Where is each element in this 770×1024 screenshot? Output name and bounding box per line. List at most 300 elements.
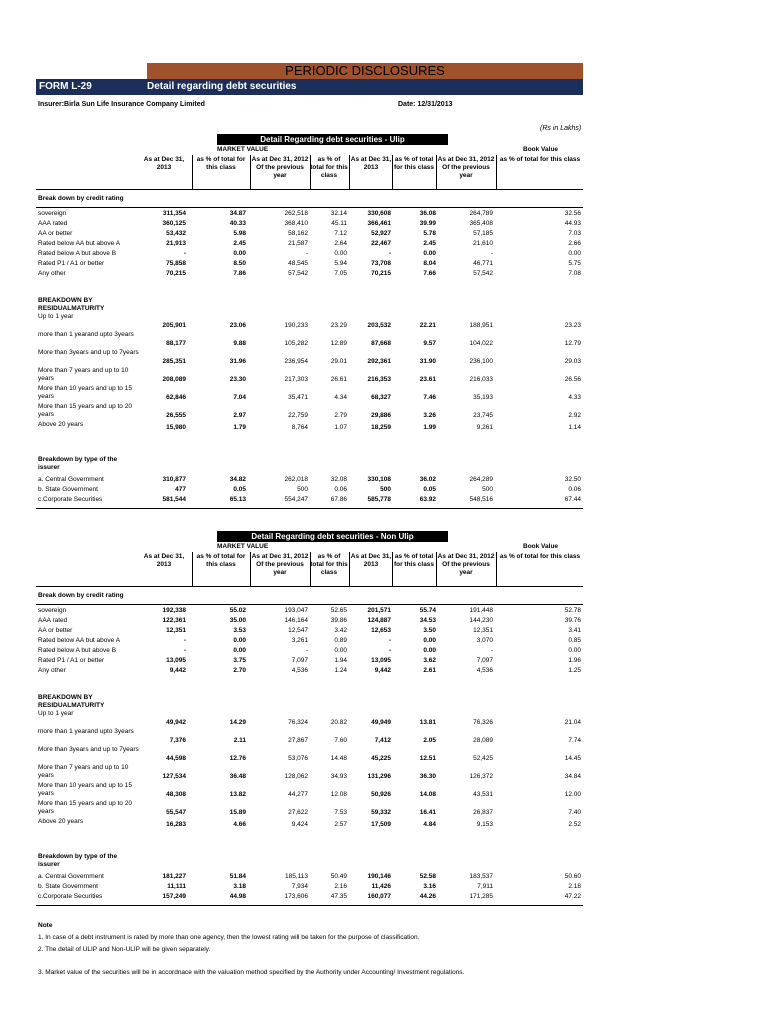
table-cell: 4,536 bbox=[476, 667, 493, 674]
table-cell: 216,353 bbox=[367, 376, 391, 383]
table-cell: 2.18 bbox=[568, 883, 581, 890]
table-cell: 477 bbox=[175, 486, 186, 493]
table-cell: 32.56 bbox=[564, 210, 581, 217]
table-cell: 39.99 bbox=[419, 220, 436, 227]
section-title: Detail Regarding debt securities - Non Ulip bbox=[217, 531, 448, 542]
table-cell: 1.24 bbox=[334, 667, 347, 674]
table-cell: 292,361 bbox=[367, 358, 391, 365]
table-cell: 29.01 bbox=[330, 358, 347, 365]
table-cell: 13,095 bbox=[166, 657, 186, 664]
table-cell: 7.03 bbox=[568, 230, 581, 237]
row-label: more than 1 yearand upto 3years bbox=[38, 331, 134, 338]
table-cell: 7.46 bbox=[423, 394, 436, 401]
table-cell: 67.44 bbox=[564, 496, 581, 503]
table-cell: 5.94 bbox=[334, 260, 347, 267]
table-cell: 22,467 bbox=[371, 240, 391, 247]
row-label: More than 10 years and up to 15 years bbox=[38, 782, 132, 797]
table-cell: 23.23 bbox=[564, 322, 581, 329]
group-heading: BREAKDOWN BY RESIDUALMATURITY bbox=[38, 297, 105, 312]
table-cell: 14.29 bbox=[229, 719, 246, 726]
section-title: Detail Regarding debt securities - Ulip bbox=[217, 134, 448, 145]
table-cell: 35.00 bbox=[229, 617, 246, 624]
table-cell: 368,410 bbox=[284, 220, 308, 227]
note-3: 3. Market value of the securities will be in accordnace with the valuation method specified by the Authority under Accounting/ Investment regulations. bbox=[38, 969, 465, 976]
table-cell: 49,942 bbox=[166, 719, 186, 726]
table-cell: 48,308 bbox=[166, 791, 186, 798]
table-cell: 27,622 bbox=[288, 809, 308, 816]
table-cell: 4.33 bbox=[568, 394, 581, 401]
table-cell: 585,778 bbox=[367, 496, 391, 503]
table-cell: 43,531 bbox=[473, 791, 493, 798]
table-cell: 29,886 bbox=[371, 412, 391, 419]
row-label: Any other bbox=[38, 667, 66, 674]
table-cell: 7,412 bbox=[374, 737, 391, 744]
table-cell: 191,448 bbox=[469, 607, 493, 614]
table-cell: 9,442 bbox=[169, 667, 186, 674]
table-cell: 7,376 bbox=[169, 737, 186, 744]
row-label: More than 3years and up to 7years bbox=[38, 746, 139, 753]
table-cell: 48,545 bbox=[288, 260, 308, 267]
table-cell: 203,532 bbox=[367, 322, 391, 329]
column-divider bbox=[192, 155, 193, 189]
column-header: As at Dec 31, 2013 bbox=[350, 156, 392, 171]
table-cell: 57,542 bbox=[473, 270, 493, 277]
table-cell: - bbox=[183, 647, 186, 654]
table-cell: 44.98 bbox=[229, 893, 246, 900]
table-cell: 7.08 bbox=[568, 270, 581, 277]
table-cell: 2.11 bbox=[233, 737, 246, 744]
row-label: More than 7 years and up to 10 years bbox=[38, 367, 129, 382]
table-cell: 58,162 bbox=[288, 230, 308, 237]
table-cell: 1.96 bbox=[568, 657, 581, 664]
insurer-name: Insurer:Birla Sun Life Insurance Company Limited bbox=[38, 101, 205, 108]
row-label: b. State Government bbox=[38, 486, 98, 493]
table-cell: 9,261 bbox=[476, 424, 493, 431]
table-cell: 39.76 bbox=[564, 617, 581, 624]
table-cell: 171,285 bbox=[469, 893, 493, 900]
table-cell: 23.61 bbox=[419, 376, 436, 383]
table-cell: 1.07 bbox=[334, 424, 347, 431]
row-label: AA or better bbox=[38, 230, 73, 237]
row-label: AAA rated bbox=[38, 220, 68, 227]
table-cell: 2.45 bbox=[233, 240, 246, 247]
table-border bbox=[36, 905, 583, 906]
table-cell: 15.89 bbox=[229, 809, 246, 816]
table-cell: 7,097 bbox=[476, 657, 493, 664]
table-cell: 3.62 bbox=[423, 657, 436, 664]
table-cell: 2.97 bbox=[233, 412, 246, 419]
table-cell: 13,095 bbox=[371, 657, 391, 664]
table-cell: 9,424 bbox=[291, 821, 308, 828]
table-cell: 55,547 bbox=[166, 809, 186, 816]
column-header: as % of total for this class bbox=[310, 553, 348, 576]
table-cell: 2.45 bbox=[423, 240, 436, 247]
column-divider bbox=[250, 552, 251, 586]
column-header: As at Dec 31, 2012 Of the previous year bbox=[251, 156, 309, 179]
table-cell: 0.00 bbox=[233, 250, 246, 257]
table-cell: 2.05 bbox=[423, 737, 436, 744]
table-cell: 500 bbox=[380, 486, 391, 493]
table-cell: 217,303 bbox=[284, 376, 308, 383]
table-cell: 47.22 bbox=[564, 893, 581, 900]
table-cell: 55.74 bbox=[419, 607, 436, 614]
row-label: sovereign bbox=[38, 210, 67, 217]
row-label: Above 20 years bbox=[38, 421, 84, 428]
column-header: As at Dec 31, 2012 Of the previous year bbox=[251, 553, 309, 576]
table-cell: 22.21 bbox=[419, 322, 436, 329]
table-cell: 14.48 bbox=[330, 755, 347, 762]
table-cell: 5.78 bbox=[423, 230, 436, 237]
row-label: More than 15 years and up to 20 years bbox=[38, 403, 132, 418]
table-cell: 181,227 bbox=[162, 873, 186, 880]
column-divider bbox=[496, 155, 497, 189]
table-cell: 9.88 bbox=[233, 340, 246, 347]
row-label: Rated P1 / A1 or better bbox=[38, 657, 105, 664]
table-cell: 0.89 bbox=[334, 637, 347, 644]
table-cell: 32.08 bbox=[330, 476, 347, 483]
table-cell: 7.12 bbox=[334, 230, 347, 237]
table-cell: 3.75 bbox=[233, 657, 246, 664]
table-cell: 57,185 bbox=[473, 230, 493, 237]
table-cell: 7,934 bbox=[291, 883, 308, 890]
table-cell: 9.57 bbox=[423, 340, 436, 347]
table-cell: 87,668 bbox=[371, 340, 391, 347]
table-cell: 0.05 bbox=[423, 486, 436, 493]
row-label: AAA rated bbox=[38, 617, 68, 624]
page-title: PERIODIC DISCLOSURES bbox=[147, 63, 583, 79]
table-cell: 173,606 bbox=[284, 893, 308, 900]
table-cell: 2.64 bbox=[334, 240, 347, 247]
table-border bbox=[36, 508, 583, 509]
note-1: 1. In case of a debt instrument is rated by more than one agency, then the lowest rating will be taken for the purpose of classification. bbox=[38, 934, 420, 941]
table-cell: 236,100 bbox=[469, 358, 493, 365]
table-cell: 264,289 bbox=[469, 476, 493, 483]
table-cell: 0.00 bbox=[568, 250, 581, 257]
table-cell: 216,033 bbox=[469, 376, 493, 383]
table-cell: 310,877 bbox=[162, 476, 186, 483]
table-cell: 11,111 bbox=[167, 883, 186, 890]
table-cell: 128,062 bbox=[284, 773, 308, 780]
column-divider bbox=[310, 552, 311, 586]
note-heading: Note bbox=[38, 922, 53, 929]
table-cell: 3,070 bbox=[476, 637, 493, 644]
group-heading: BREAKDOWN BY RESIDUALMATURITY bbox=[38, 694, 105, 709]
table-cell: 0.85 bbox=[568, 637, 581, 644]
table-cell: 12.76 bbox=[229, 755, 246, 762]
units-note: (Rs in Lakhs) bbox=[540, 125, 582, 132]
table-cell: 500 bbox=[482, 486, 493, 493]
column-divider bbox=[392, 155, 393, 189]
table-cell: 7.60 bbox=[334, 737, 347, 744]
table-cell: 26.61 bbox=[330, 376, 347, 383]
table-cell: 0.05 bbox=[233, 486, 246, 493]
table-cell: 67.86 bbox=[330, 496, 347, 503]
table-cell: 190,233 bbox=[284, 322, 308, 329]
table-cell: 16,283 bbox=[166, 821, 186, 828]
table-cell: 1.14 bbox=[568, 424, 581, 431]
table-cell: 1.25 bbox=[568, 667, 581, 674]
group-heading: Breakdown by type of the issurer bbox=[38, 853, 118, 868]
table-cell: 0.00 bbox=[568, 647, 581, 654]
table-cell: 365,408 bbox=[469, 220, 493, 227]
table-cell: 73,708 bbox=[371, 260, 391, 267]
table-cell: 262,518 bbox=[284, 210, 308, 217]
table-cell: 144,230 bbox=[469, 617, 493, 624]
table-cell: 8,764 bbox=[291, 424, 308, 431]
row-label: more than 1 yearand upto 3years bbox=[38, 728, 134, 735]
table-cell: 0.06 bbox=[568, 486, 581, 493]
market-value-header: MARKET VALUE bbox=[217, 146, 269, 153]
table-cell: 44,598 bbox=[166, 755, 186, 762]
row-label: More than 15 years and up to 20 years bbox=[38, 800, 132, 815]
table-cell: 160,077 bbox=[367, 893, 391, 900]
table-cell: 23.29 bbox=[330, 322, 347, 329]
table-cell: 29.03 bbox=[564, 358, 581, 365]
row-label: More than 10 years and up to 15 years bbox=[38, 385, 132, 400]
table-cell: 5.98 bbox=[233, 230, 246, 237]
table-cell: 21,587 bbox=[288, 240, 308, 247]
table-cell: 12.00 bbox=[564, 791, 581, 798]
table-cell: 14.45 bbox=[564, 755, 581, 762]
column-header: as % of total for this class bbox=[393, 156, 435, 171]
form-number: FORM L-29 bbox=[39, 81, 92, 92]
column-divider bbox=[496, 552, 497, 586]
table-cell: 2.70 bbox=[233, 667, 246, 674]
table-cell: 127,534 bbox=[162, 773, 186, 780]
table-cell: 7.86 bbox=[233, 270, 246, 277]
table-cell: 52.58 bbox=[419, 873, 436, 880]
table-cell: 3.26 bbox=[423, 412, 436, 419]
table-cell: 0.00 bbox=[423, 637, 436, 644]
table-cell: 32.14 bbox=[330, 210, 347, 217]
table-cell: 7.53 bbox=[334, 809, 347, 816]
table-cell: 34.53 bbox=[419, 617, 436, 624]
column-header: as % of total for this class bbox=[196, 156, 246, 171]
table-cell: 500 bbox=[297, 486, 308, 493]
table-cell: 63.92 bbox=[419, 496, 436, 503]
table-cell: 5.75 bbox=[568, 260, 581, 267]
table-cell: 62,846 bbox=[166, 394, 186, 401]
table-cell: 0.00 bbox=[423, 647, 436, 654]
table-cell: 3.42 bbox=[334, 627, 347, 634]
table-cell: 21.04 bbox=[564, 719, 581, 726]
table-cell: 2.57 bbox=[334, 821, 347, 828]
table-cell: 12,653 bbox=[371, 627, 391, 634]
book-value-header: Book Value bbox=[523, 543, 559, 550]
table-cell: 52,927 bbox=[371, 230, 391, 237]
column-header: As at Dec 31, 2013 bbox=[350, 553, 392, 568]
row-label: sovereign bbox=[38, 607, 67, 614]
table-cell: - bbox=[490, 647, 493, 654]
table-cell: - bbox=[305, 250, 308, 257]
column-divider bbox=[349, 552, 350, 586]
table-cell: 13.82 bbox=[229, 791, 246, 798]
table-cell: 193,047 bbox=[284, 607, 308, 614]
table-cell: 2.52 bbox=[568, 821, 581, 828]
table-cell: 9,153 bbox=[476, 821, 493, 828]
row-label: b. State Government bbox=[38, 883, 98, 890]
table-cell: 14.08 bbox=[419, 791, 436, 798]
table-cell: 45,225 bbox=[371, 755, 391, 762]
table-cell: 47.35 bbox=[330, 893, 347, 900]
table-cell: 122,361 bbox=[162, 617, 186, 624]
table-cell: 44.93 bbox=[564, 220, 581, 227]
table-cell: 12,351 bbox=[166, 627, 186, 634]
table-cell: 264,789 bbox=[469, 210, 493, 217]
table-cell: 3,261 bbox=[291, 637, 308, 644]
table-cell: 126,372 bbox=[469, 773, 493, 780]
table-cell: 3.16 bbox=[423, 883, 436, 890]
table-cell: 50.60 bbox=[564, 873, 581, 880]
table-cell: 15,980 bbox=[166, 424, 186, 431]
table-cell: 1.79 bbox=[233, 424, 246, 431]
row-label: Rated P1 / A1 or better bbox=[38, 260, 105, 267]
table-cell: 236,954 bbox=[284, 358, 308, 365]
table-cell: 52,425 bbox=[473, 755, 493, 762]
table-cell: 8.50 bbox=[233, 260, 246, 267]
table-cell: 7.66 bbox=[423, 270, 436, 277]
column-divider bbox=[250, 155, 251, 189]
table-cell: 581,544 bbox=[162, 496, 186, 503]
table-cell: 18,259 bbox=[371, 424, 391, 431]
table-cell: 49,949 bbox=[371, 719, 391, 726]
table-cell: 20.82 bbox=[330, 719, 347, 726]
table-cell: 2.16 bbox=[334, 883, 347, 890]
table-cell: 21,913 bbox=[166, 240, 186, 247]
table-cell: 105,282 bbox=[284, 340, 308, 347]
table-cell: 7.04 bbox=[233, 394, 246, 401]
table-cell: 44.26 bbox=[419, 893, 436, 900]
table-cell: 36.30 bbox=[419, 773, 436, 780]
column-divider bbox=[192, 552, 193, 586]
row-label: More than 7 years and up to 10 years bbox=[38, 764, 129, 779]
table-cell: 157,249 bbox=[162, 893, 186, 900]
table-cell: - bbox=[388, 637, 391, 644]
column-header: As at Dec 31, 2013 bbox=[143, 553, 185, 568]
table-border bbox=[36, 586, 583, 587]
table-cell: 34.82 bbox=[229, 476, 246, 483]
table-cell: 12.89 bbox=[330, 340, 347, 347]
market-value-header: MARKET VALUE bbox=[217, 543, 269, 550]
column-divider bbox=[349, 155, 350, 189]
table-cell: 1.99 bbox=[423, 424, 436, 431]
report-date: Date: 12/31/2013 bbox=[398, 101, 453, 108]
table-cell: 2.66 bbox=[568, 240, 581, 247]
table-cell: - bbox=[183, 250, 186, 257]
table-cell: 31.96 bbox=[229, 358, 246, 365]
column-divider bbox=[436, 155, 437, 189]
table-cell: 2.61 bbox=[423, 667, 436, 674]
table-cell: 65.13 bbox=[229, 496, 246, 503]
table-border bbox=[36, 604, 583, 605]
table-cell: 183,537 bbox=[469, 873, 493, 880]
row-label: AA or better bbox=[38, 627, 73, 634]
table-cell: 1.94 bbox=[334, 657, 347, 664]
table-cell: 4.66 bbox=[233, 821, 246, 828]
table-cell: 7.05 bbox=[334, 270, 347, 277]
row-label: c.Corporate Securities bbox=[38, 893, 103, 900]
column-header: As at Dec 31, 2013 bbox=[143, 156, 185, 171]
table-cell: 45.11 bbox=[331, 220, 347, 227]
table-cell: 4.84 bbox=[423, 821, 436, 828]
table-cell: 26,555 bbox=[166, 412, 186, 419]
table-cell: - bbox=[388, 250, 391, 257]
table-cell: 13.81 bbox=[419, 719, 436, 726]
table-cell: 46,771 bbox=[473, 260, 493, 267]
table-cell: 28,089 bbox=[473, 737, 493, 744]
table-cell: 52.65 bbox=[330, 607, 347, 614]
row-label: Above 20 years bbox=[38, 818, 84, 825]
row-label: Up to 1 year bbox=[38, 710, 74, 717]
column-divider bbox=[436, 552, 437, 586]
column-divider bbox=[392, 552, 393, 586]
table-cell: 23,745 bbox=[473, 412, 493, 419]
table-cell: 35,193 bbox=[473, 394, 493, 401]
table-cell: 51.84 bbox=[229, 873, 246, 880]
row-label: a. Central Government bbox=[38, 873, 104, 880]
row-label: Any other bbox=[38, 270, 66, 277]
table-cell: 124,887 bbox=[367, 617, 391, 624]
table-cell: 9,442 bbox=[374, 667, 391, 674]
column-header: As at Dec 31, 2012 Of the previous year bbox=[437, 156, 495, 179]
row-label: Rated below A but above B bbox=[38, 647, 117, 654]
table-cell: 22,759 bbox=[288, 412, 308, 419]
row-label: a. Central Government bbox=[38, 476, 104, 483]
table-cell: 3.50 bbox=[423, 627, 436, 634]
table-cell: 16.41 bbox=[419, 809, 436, 816]
table-cell: 26.56 bbox=[564, 376, 581, 383]
column-header: As at Dec 31, 2012 Of the previous year bbox=[437, 553, 495, 576]
table-cell: 12,547 bbox=[288, 627, 308, 634]
row-label: More than 3years and up to 7years bbox=[38, 349, 139, 356]
table-cell: 12,351 bbox=[473, 627, 493, 634]
table-cell: 0.00 bbox=[334, 647, 347, 654]
table-cell: 88,177 bbox=[166, 340, 186, 347]
table-cell: 285,351 bbox=[162, 358, 186, 365]
table-cell: 32.50 bbox=[564, 476, 581, 483]
table-cell: 75,858 bbox=[166, 260, 186, 267]
row-label: Up to 1 year bbox=[38, 313, 74, 320]
table-cell: - bbox=[183, 637, 186, 644]
table-cell: 131,296 bbox=[367, 773, 391, 780]
table-cell: 21,610 bbox=[473, 240, 493, 247]
table-cell: 4.34 bbox=[334, 394, 347, 401]
table-cell: 17,509 bbox=[371, 821, 391, 828]
row-label: Rated below AA but above A bbox=[38, 637, 121, 644]
table-cell: 76,326 bbox=[473, 719, 493, 726]
table-cell: 190,146 bbox=[367, 873, 391, 880]
table-cell: 70,215 bbox=[166, 270, 186, 277]
table-border bbox=[36, 189, 583, 190]
table-cell: 0.00 bbox=[334, 250, 347, 257]
column-header: as % of total for this class bbox=[499, 553, 581, 560]
table-cell: 53,076 bbox=[288, 755, 308, 762]
table-cell: - bbox=[388, 647, 391, 654]
table-cell: 311,354 bbox=[162, 210, 186, 217]
table-cell: 548,516 bbox=[469, 496, 493, 503]
table-cell: 34.87 bbox=[229, 210, 246, 217]
column-header: as % of total for this class bbox=[310, 156, 348, 179]
table-cell: 146,164 bbox=[284, 617, 308, 624]
table-cell: 34.84 bbox=[564, 773, 581, 780]
table-cell: 188,951 bbox=[469, 322, 493, 329]
table-cell: 3.53 bbox=[233, 627, 246, 634]
table-cell: 330,108 bbox=[367, 476, 391, 483]
table-cell: 53,432 bbox=[166, 230, 186, 237]
table-cell: 26,837 bbox=[473, 809, 493, 816]
group-heading: Breakdown by type of the issurer bbox=[38, 456, 118, 471]
table-cell: 11,426 bbox=[371, 883, 391, 890]
